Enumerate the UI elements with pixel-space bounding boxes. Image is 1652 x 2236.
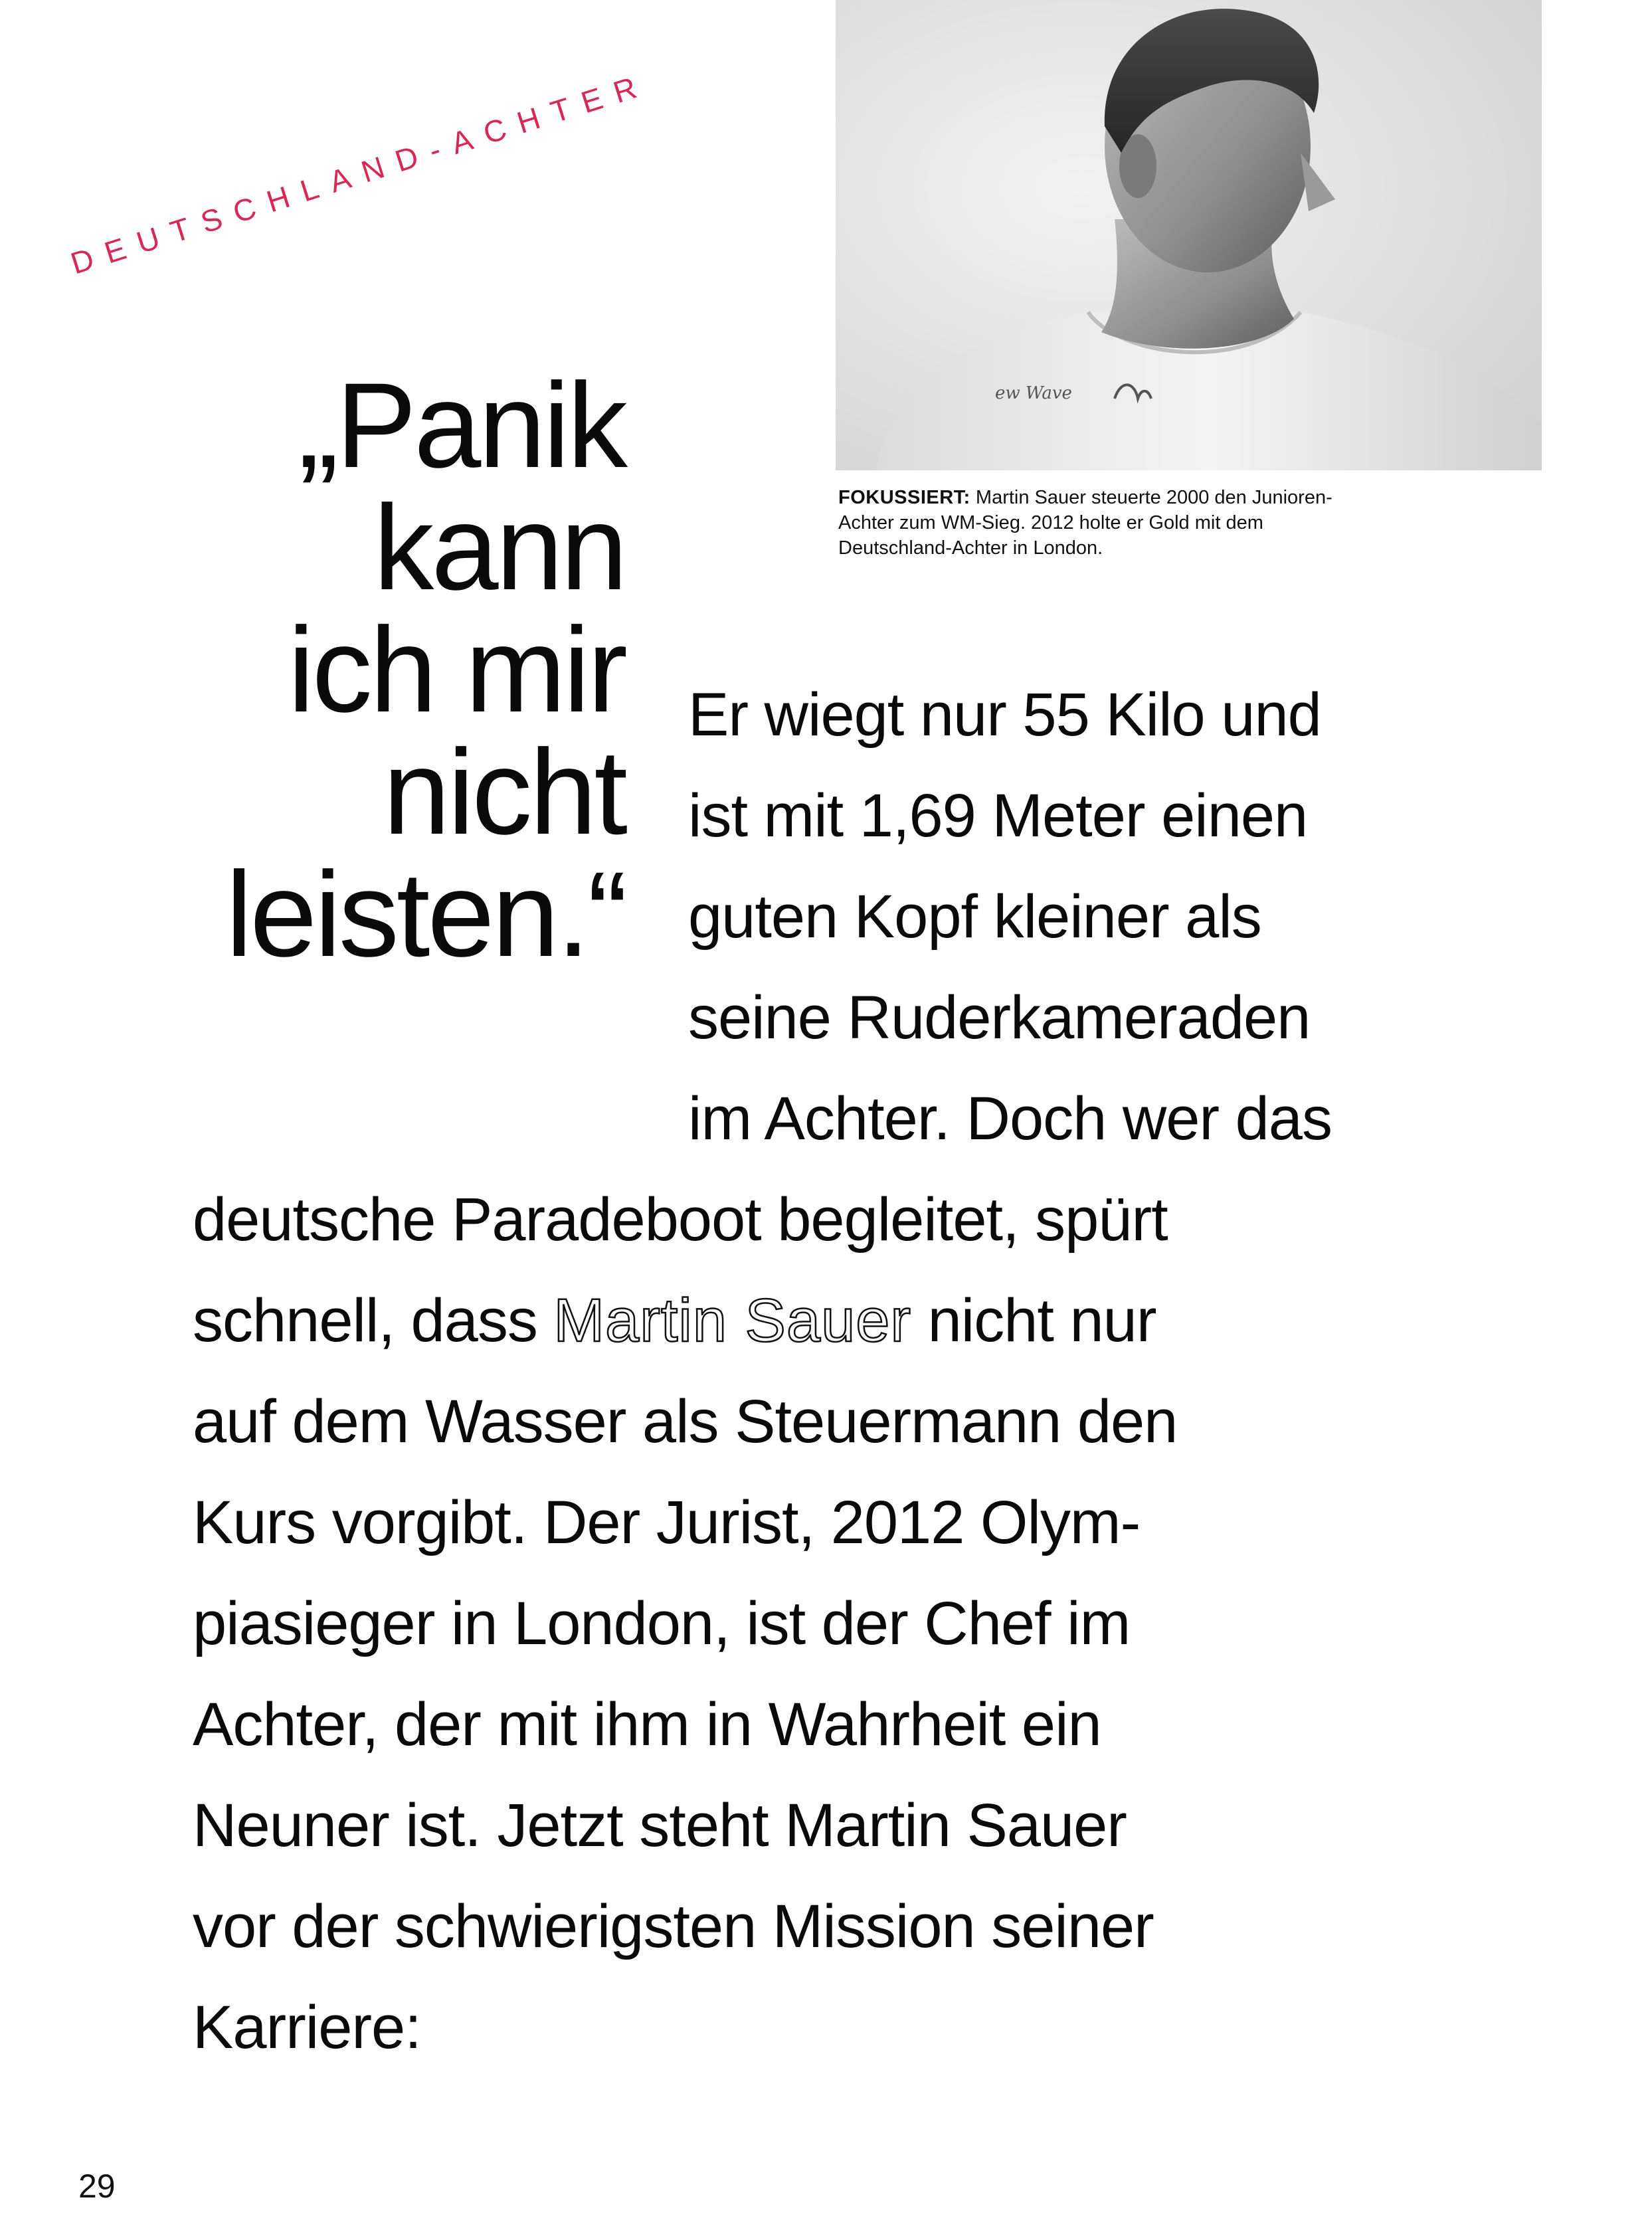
lead-line: auf dem Wasser als Steuermann den [193, 1388, 1178, 1455]
lead-line: Neuner ist. Jetzt steht Martin Sauer [193, 1792, 1127, 1859]
pull-quote [27, 357, 625, 982]
lead-line: seine Ruderkameraden [688, 984, 1311, 1052]
quote-line: nicht [383, 724, 625, 860]
page-number: 29 [78, 2168, 116, 2205]
photo-caption [838, 485, 1503, 561]
shirt-logo: ew Wave [995, 383, 1072, 403]
lead-line: guten Kopf kleiner als [688, 883, 1261, 951]
lead-line: im Achter. Doch wer das [688, 1085, 1332, 1153]
lead-line: deutsche Paradeboot begleitet, spürt [193, 1186, 1168, 1254]
caption-label: FOKUSSIERT: [838, 487, 970, 508]
caption-line-3: Deutschland-Achter in London. [838, 537, 1103, 559]
section-kicker: DEUTSCHLAND-ACHTER [66, 66, 654, 281]
lead-line: piasieger in London, ist der Chef im [193, 1590, 1131, 1657]
highlighted-name: Martin Sauer [553, 1287, 912, 1354]
portrait-illustration [836, 0, 1542, 470]
lead-line: vor der schwierigsten Mission seiner [193, 1893, 1154, 1960]
caption-line-1: FOKUSSIERT: Martin Sauer steuerte 2000 den Junioren- [838, 487, 1332, 508]
portrait-photo [836, 0, 1542, 470]
quote-line: kann [373, 480, 625, 615]
lead-paragraph-bottom [193, 1169, 1177, 2078]
lead-line: Achter, der mit ihm in Wahrheit ein [193, 1691, 1101, 1758]
caption-line-2: Achter zum WM-Sieg. 2012 holte er Gold mit dem [838, 512, 1263, 533]
lead-paragraph-top [688, 664, 1332, 1169]
lead-line: Er wiegt nur 55 Kilo und [688, 681, 1321, 749]
lead-line: Karriere: [193, 1994, 421, 2061]
lead-line: ist mit 1,69 Meter einen [688, 782, 1308, 850]
lead-line-with-name: schnell, dass Martin Sauer nicht nur [193, 1287, 1156, 1354]
lead-line: Kurs vorgibt. Der Jurist, 2012 Olym- [193, 1489, 1141, 1556]
quote-line: leisten.“ [225, 846, 625, 982]
quote-line: „Panik [298, 357, 625, 493]
quote-line: ich mir [288, 602, 625, 737]
